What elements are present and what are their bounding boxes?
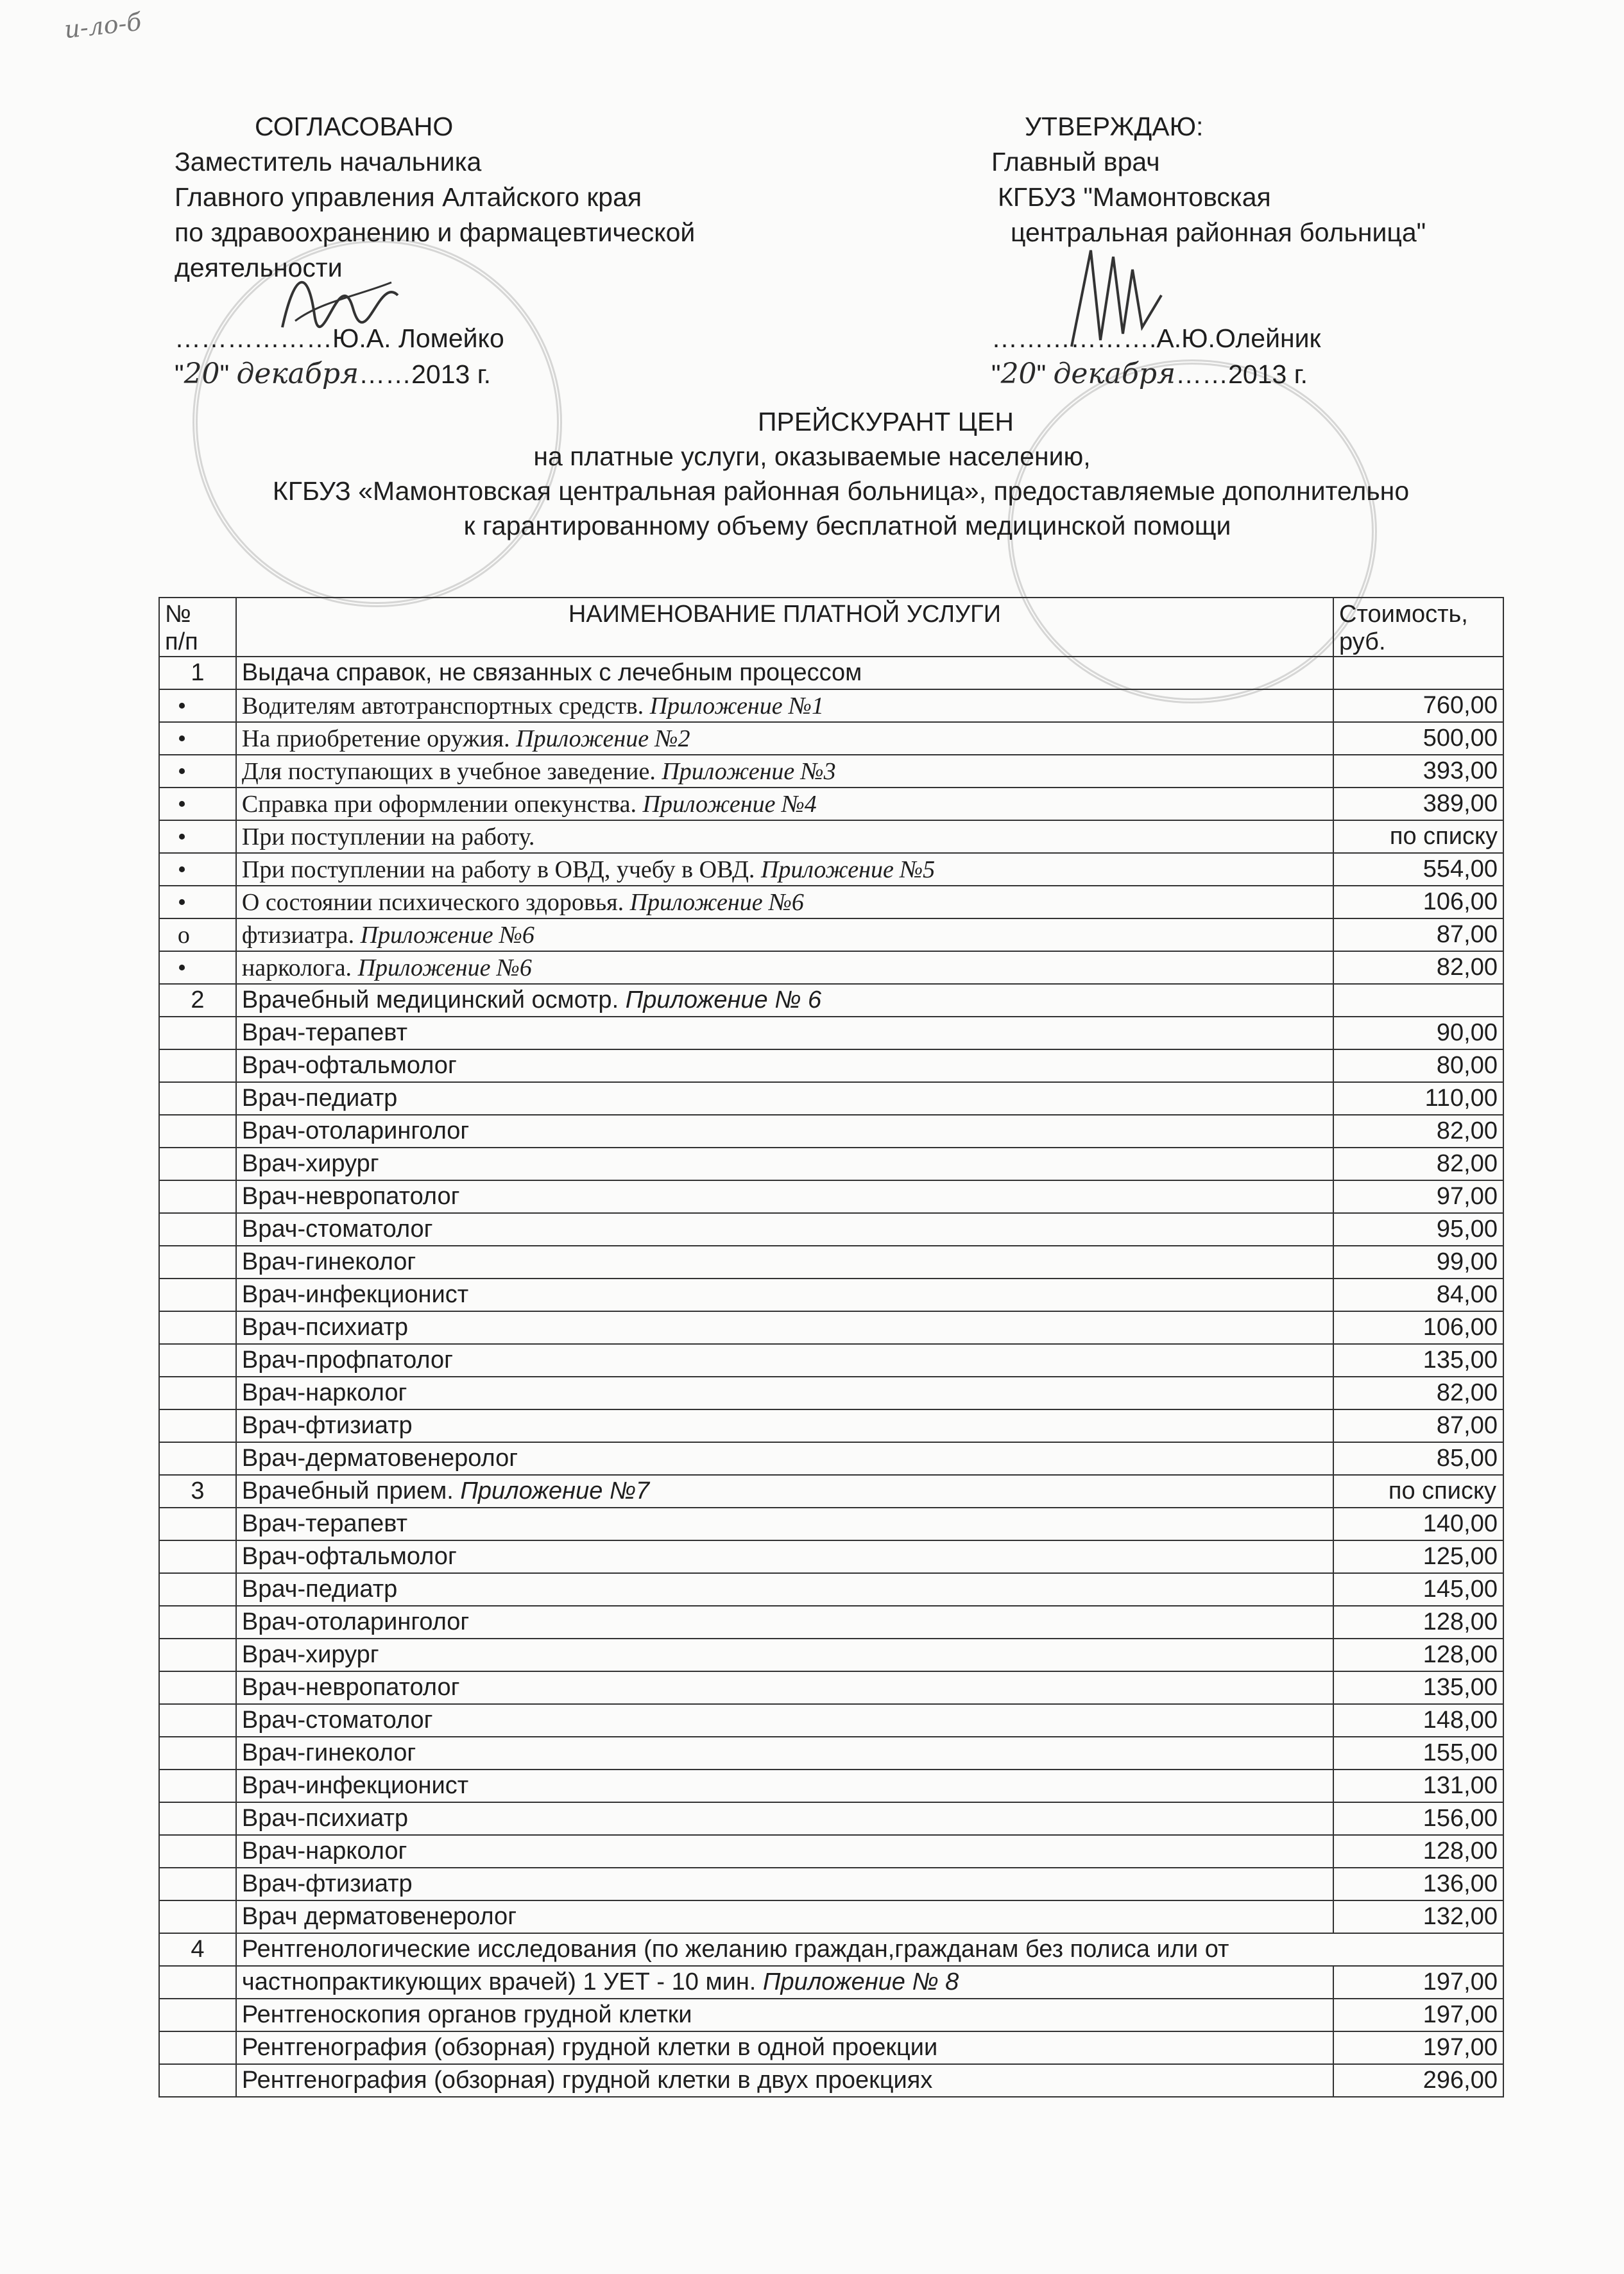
table-row: Рентгенография (обзорная) грудной клетки в двух проекциях 296,00 [159,2064,1503,2097]
table-row: Врач-психиатр 156,00 [159,1802,1503,1835]
table-row: Врач-офтальмолог 80,00 [159,1049,1503,1082]
handwritten-month: декабря [236,357,359,390]
table-row: Врач-нарколог 82,00 [159,1377,1503,1409]
table-row: Врач-терапевт 140,00 [159,1508,1503,1540]
approved-date-line: "20" декабря……2013 г. [175,357,491,390]
table-row: Врач-инфекционист 131,00 [159,1770,1503,1802]
approved-block [175,109,695,392]
signature-right [1052,237,1181,359]
table-row: Врач-стоматолог 148,00 [159,1704,1503,1737]
table-row: • Справка при оформлении опекунства. Приложение №4 389,00 [159,788,1503,820]
table-row: Врач-гинеколог 99,00 [159,1246,1503,1279]
table-row: Рентгенография (обзорная) грудной клетки в одной проекции 197,00 [159,2031,1503,2064]
table-row: Врач-хирург 82,00 [159,1148,1503,1180]
table-row-section: 2 Врачебный медицинский осмотр. Приложение № 6 [159,984,1503,1017]
table-row: о фтизиатра. Приложение №6 87,00 [159,918,1503,951]
table-header-row [159,598,1503,657]
confirm-title: УТВЕРЖДАЮ: [1025,112,1204,141]
table-row: Врач-дерматовенеролог 85,00 [159,1442,1503,1475]
confirm-date-line: "20" декабря……2013 г. [991,357,1308,390]
confirm-line: Главный врач [991,147,1160,177]
table-row: Врач-отоларинголог 128,00 [159,1606,1503,1639]
table-row: Врач-психиатр 106,00 [159,1311,1503,1344]
table-row: Врач-стоматолог 95,00 [159,1213,1503,1246]
title-sub: на платные услуги, оказываемые населению, [533,442,1091,471]
table-row: • При поступлении на работу. по списку [159,820,1503,853]
column-header-number: № п/п [159,598,236,657]
table-row: Врач-отоларинголог 82,00 [159,1115,1503,1148]
table-row: Врач-невропатолог 97,00 [159,1180,1503,1213]
approved-line: деятельности [175,253,343,282]
handwritten-day: 20 [1000,357,1037,390]
table-row-section: 4 Рентгенологические исследования (по желанию граждан,гражданам без полиса или от [159,1933,1503,1966]
table-row: Рентгеноскопия органов грудной клетки 197,00 [159,1999,1503,2031]
handwritten-day: 20 [184,357,220,390]
table-row: Врач-инфекционист 84,00 [159,1279,1503,1311]
table-row: Врач-педиатр 110,00 [159,1082,1503,1115]
table-row-section: 3 Врачебный прием. Приложение №7 по списку [159,1475,1503,1508]
table-row: Врач-нарколог 128,00 [159,1835,1503,1868]
approved-signature-line: ………………Ю.А. Ломейко [175,323,504,353]
confirm-signature-line: ……………….А.Ю.Олейник [991,323,1321,353]
table-row: • Водителям автотранспортных средств. Приложение №1 760,00 [159,689,1503,722]
table-row: частнопрактикующих врачей) 1 УЕТ - 10 мин. Приложение № 8 197,00 [159,1966,1503,1999]
handwritten-month: декабря [1053,357,1176,390]
table-row: • При поступлении на работу в ОВД, учебу в ОВД. Приложение №5 554,00 [159,853,1503,886]
table-row: • Для поступающих в учебное заведение. Приложение №3 393,00 [159,755,1503,788]
table-row: Врач-терапевт 90,00 [159,1017,1503,1049]
table-row: Врач-педиатр 145,00 [159,1573,1503,1606]
price-table [158,597,1504,2097]
table-row: Врач дерматовенеролог 132,00 [159,1900,1503,1933]
table-row-section: 1 Выдача справок, не связанных с лечебным процессом [159,657,1503,689]
corner-handwritten-mark: и-ло-б [63,7,143,44]
approved-line: Заместитель начальника [175,147,482,177]
column-header-name: НАИМЕНОВАНИЕ ПЛАТНОЙ УСЛУГИ [236,598,1333,657]
approved-title: СОГЛАСОВАНО [255,112,454,141]
confirm-line: центральная районная больница" [1011,218,1426,247]
table-row: Врач-офтальмолог 125,00 [159,1540,1503,1573]
title-sub: к гарантированному объему бесплатной медицинской помощи [463,511,1231,540]
table-row: Врач-фтизиатр 136,00 [159,1868,1503,1900]
table-row: Врач-хирург 128,00 [159,1639,1503,1671]
table-row: • нарколога. Приложение №6 82,00 [159,951,1503,984]
title-main: ПРЕЙСКУРАНТ ЦЕН [758,407,1014,436]
table-row: Врач-фтизиатр 87,00 [159,1409,1503,1442]
approved-line: по здравоохранению и фармацевтической [175,218,696,247]
table-row: Врач-невропатолог 135,00 [159,1671,1503,1704]
signature-left [269,257,411,347]
document-title [0,404,1624,543]
approved-line: Главного управления Алтайского края [175,182,642,212]
table-row: • О состоянии психического здоровья. Приложение №6 106,00 [159,886,1503,918]
confirm-line: КГБУЗ "Мамонтовская [998,182,1271,212]
title-sub: КГБУЗ «Мамонтовская центральная районная больница», предоставляемые дополнительно [272,476,1410,506]
table-row: Врач-гинеколог 155,00 [159,1737,1503,1770]
table-row: Врач-профпатолог 135,00 [159,1344,1503,1377]
table-row: • На приобретение оружия. Приложение №2 500,00 [159,722,1503,755]
column-header-cost: Стоимость, руб. [1333,598,1503,657]
